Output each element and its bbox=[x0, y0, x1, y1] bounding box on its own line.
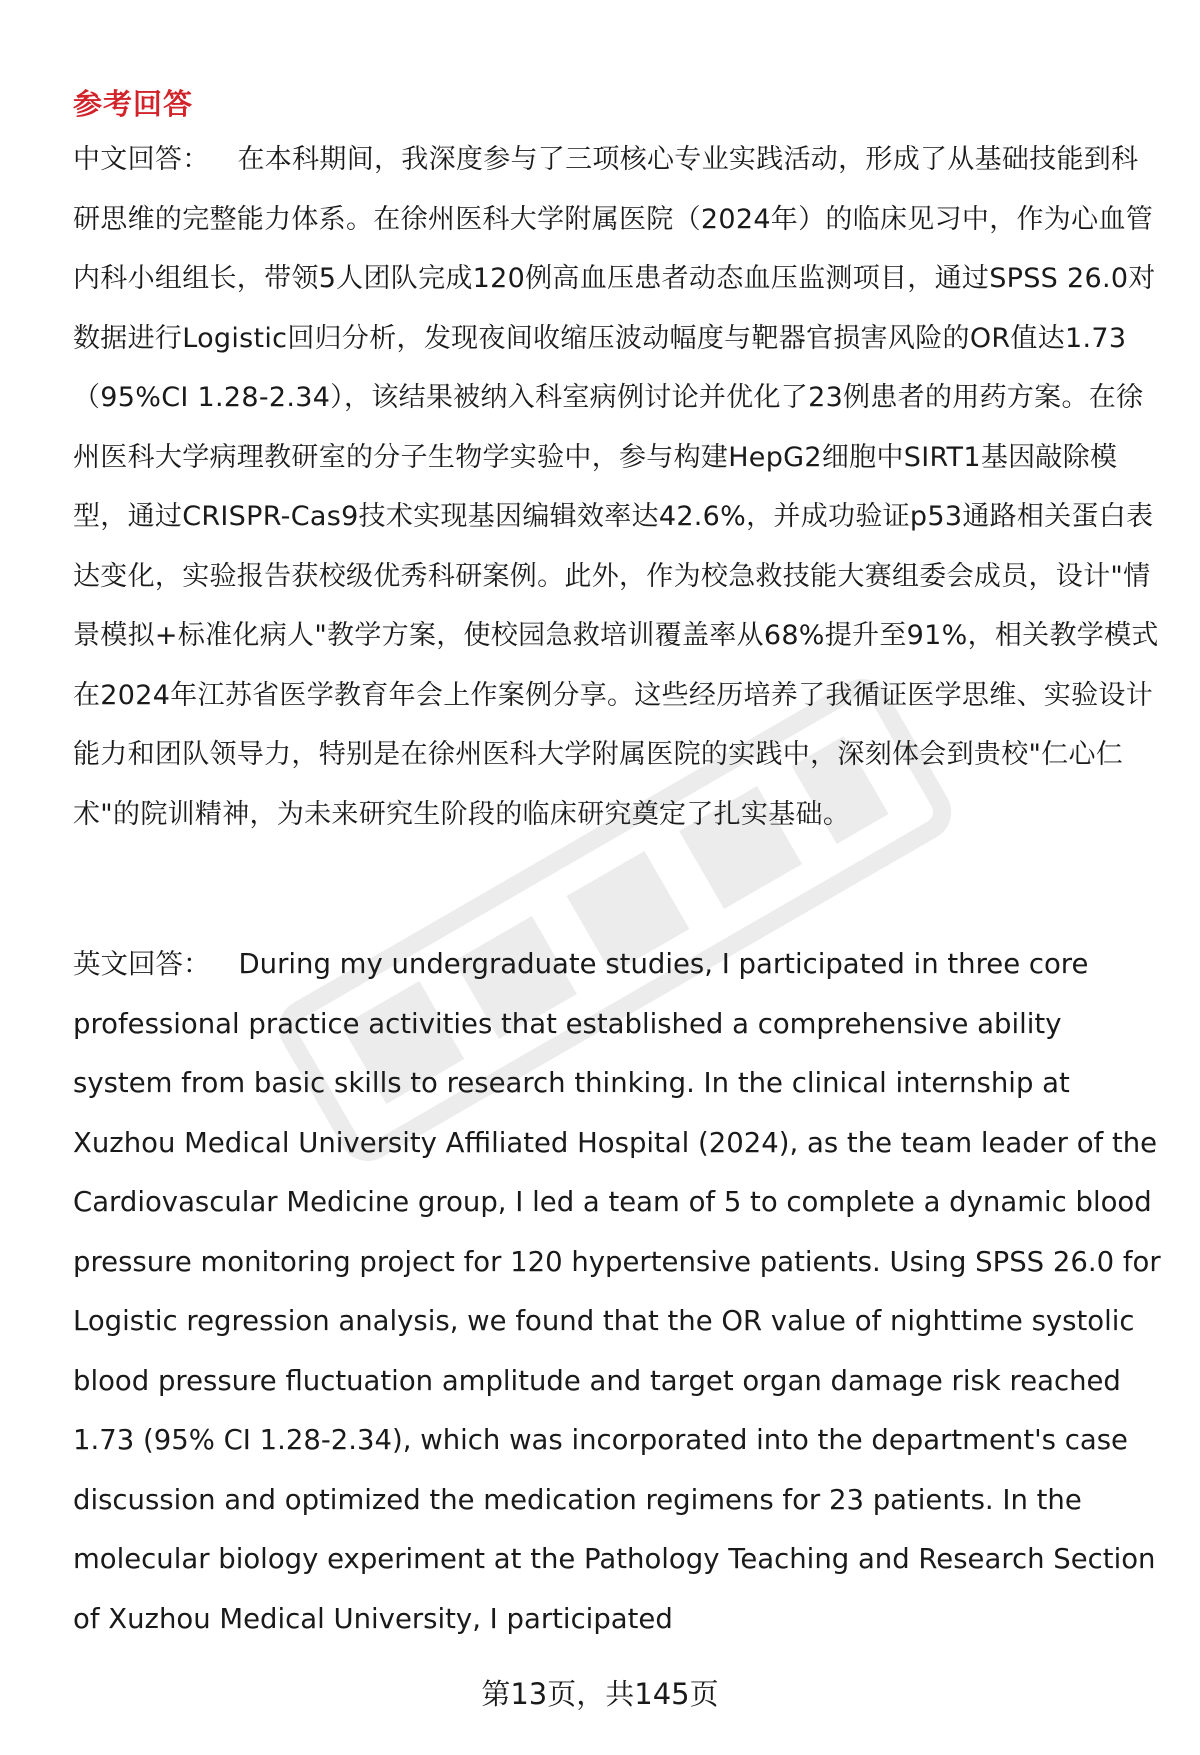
chinese-answer-label: 中文回答： bbox=[73, 144, 210, 175]
english-answer-paragraph bbox=[73, 935, 1163, 1649]
section-title: 参考回答 bbox=[73, 87, 194, 122]
chinese-answer-paragraph bbox=[73, 130, 1163, 844]
english-answer-label: 英文回答： bbox=[73, 948, 211, 980]
chinese-answer-text: 在本科期间，我深度参与了三项核心专业实践活动，形成了从基础技能到科研思维的完整能力体系。在徐州医科大学附属医院（2024年）的临床见习中，作为心血管内科小组组长，带领5人团队完成120例高血压患者动态血压监测项目，通过SPSS 26.0对数据进行Logistic回归分析，发现夜间收缩压波动幅度与靶器官损害风险的OR值达1.73（95%CI 1.28-2.34），该结果被纳入科室病例讨论并优化了23例患者的用药方案。在徐州医科大学病理教研室的分子生物学实验中，参与构建HepG2细胞中SIRT1基因敲除模型，通过CRISPR-Cas9技术实现基因编辑效率达42.6%，并成功验证p53通路相关蛋白表达变化，实验报告获校级优秀科研案例。此外，作为校急救技能大赛组委会成员，设计"情景模拟+标准化病人"教学方案，使校园急救培训覆盖率从68%提升至91%，相关教学模式在2024年江苏省医学教育年会上作案例分享。这些经历培养了我循证医学思维、实验设计能力和团队领导力，特别是在徐州医科大学附属医院的实践中，深刻体会到贵校"仁心仁术"的院训精神，为未来研究生阶段的临床研究奠定了扎实基础。 bbox=[73, 144, 1159, 830]
english-answer-text: During my undergraduate studies, I participated in three core professional practice activities that established a comprehensive ability system from basic skills to research thinking. In the clinical internship at Xuzhou Medical University Affiliated Hospital (2024), as the team leader of the Cardiovascular Medicine group, I led a team of 5 to complete a dynamic blood pressure monitoring project for 120 hypertensive patients. Using SPSS 26.0 for Logistic regression analysis, we found that the OR value of nighttime systolic blood pressure fluctuation amplitude and target organ damage risk reached 1.73 (95% CI 1.28-2.34), which was incorporated into the department's case discussion and optimized the medication regimens for 23 patients. In the molecular biology experiment at the Pathology Teaching and Research Section of Xuzhou Medical University, I participated bbox=[73, 948, 1161, 1635]
page-indicator: 第13页，共145页 bbox=[481, 1677, 719, 1711]
